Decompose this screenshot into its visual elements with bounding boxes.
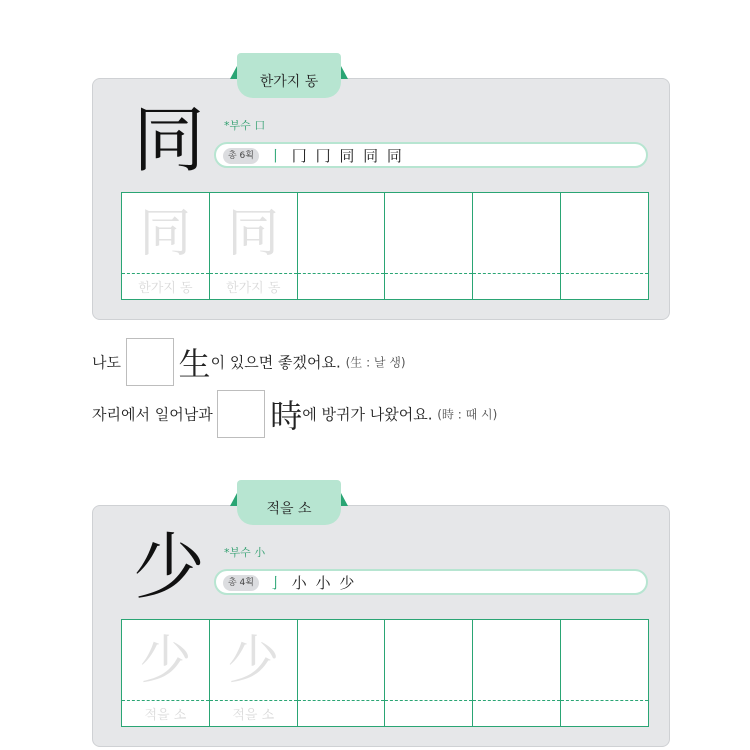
practice-cell[interactable] xyxy=(473,193,561,299)
practice-cell[interactable] xyxy=(298,620,386,726)
meaning-tab xyxy=(237,493,341,525)
fill-in-sentence-1 xyxy=(92,338,406,386)
practice-grid xyxy=(121,619,649,727)
hanja-card-dong xyxy=(92,74,670,320)
first-stroke: 亅 xyxy=(268,574,286,592)
practice-cell[interactable] xyxy=(210,193,298,299)
radical-label: *부수 小 xyxy=(224,546,266,559)
stroke-sequence xyxy=(268,572,356,594)
radical-label: *부수 口 xyxy=(224,119,266,132)
trace-caption: 한가지 동 xyxy=(226,281,281,296)
remaining-strokes: 小 小 少 xyxy=(291,574,357,592)
trace-caption: 적을 소 xyxy=(144,708,187,723)
practice-cell[interactable] xyxy=(122,193,210,299)
meaning-tab xyxy=(237,66,341,98)
hanja-note: (生 : 날 생) xyxy=(345,355,406,370)
stroke-order-bar xyxy=(214,142,648,168)
hanja-note: (時 : 때 시) xyxy=(437,407,498,422)
sentence-before: 자리에서 일어남과 xyxy=(92,405,213,424)
meaning-label: 적을 소 xyxy=(266,501,312,517)
sentence-hanja: 生 xyxy=(178,345,211,383)
practice-cell[interactable] xyxy=(473,620,561,726)
practice-cell[interactable] xyxy=(210,620,298,726)
trace-caption: 적을 소 xyxy=(232,708,275,723)
remaining-strokes: 冂 冂 同 同 同 xyxy=(291,147,404,165)
trace-caption: 한가지 동 xyxy=(138,281,193,296)
practice-cell[interactable] xyxy=(298,193,386,299)
sentence-hanja: 時 xyxy=(270,397,303,435)
answer-blank[interactable] xyxy=(126,338,174,386)
fill-in-sentence-2 xyxy=(92,390,497,438)
meaning-label: 한가지 동 xyxy=(259,74,319,90)
practice-grid xyxy=(121,192,649,300)
stroke-count-badge: 총 4획 xyxy=(223,575,259,591)
sentence-after: 이 있으면 좋겠어요. xyxy=(210,353,341,372)
stroke-order-bar xyxy=(214,569,648,595)
practice-cell[interactable] xyxy=(561,193,648,299)
stroke-count-badge: 총 6획 xyxy=(223,148,259,164)
answer-blank[interactable] xyxy=(217,390,265,438)
trace-character: 同 xyxy=(227,204,280,264)
trace-character: 同 xyxy=(139,204,192,264)
sentence-after: 에 방귀가 나왔어요. xyxy=(302,405,433,424)
main-character: 同 xyxy=(133,98,206,182)
main-character: 少 xyxy=(133,525,206,609)
practice-cell[interactable] xyxy=(385,620,473,726)
hanja-card-so xyxy=(92,501,670,747)
trace-character: 少 xyxy=(139,631,192,691)
stroke-sequence xyxy=(268,145,404,167)
practice-cell[interactable] xyxy=(122,620,210,726)
first-stroke: 丨 xyxy=(268,147,286,165)
practice-cell[interactable] xyxy=(385,193,473,299)
trace-character: 少 xyxy=(227,631,280,691)
practice-cell[interactable] xyxy=(561,620,648,726)
sentence-before: 나도 xyxy=(92,353,121,372)
